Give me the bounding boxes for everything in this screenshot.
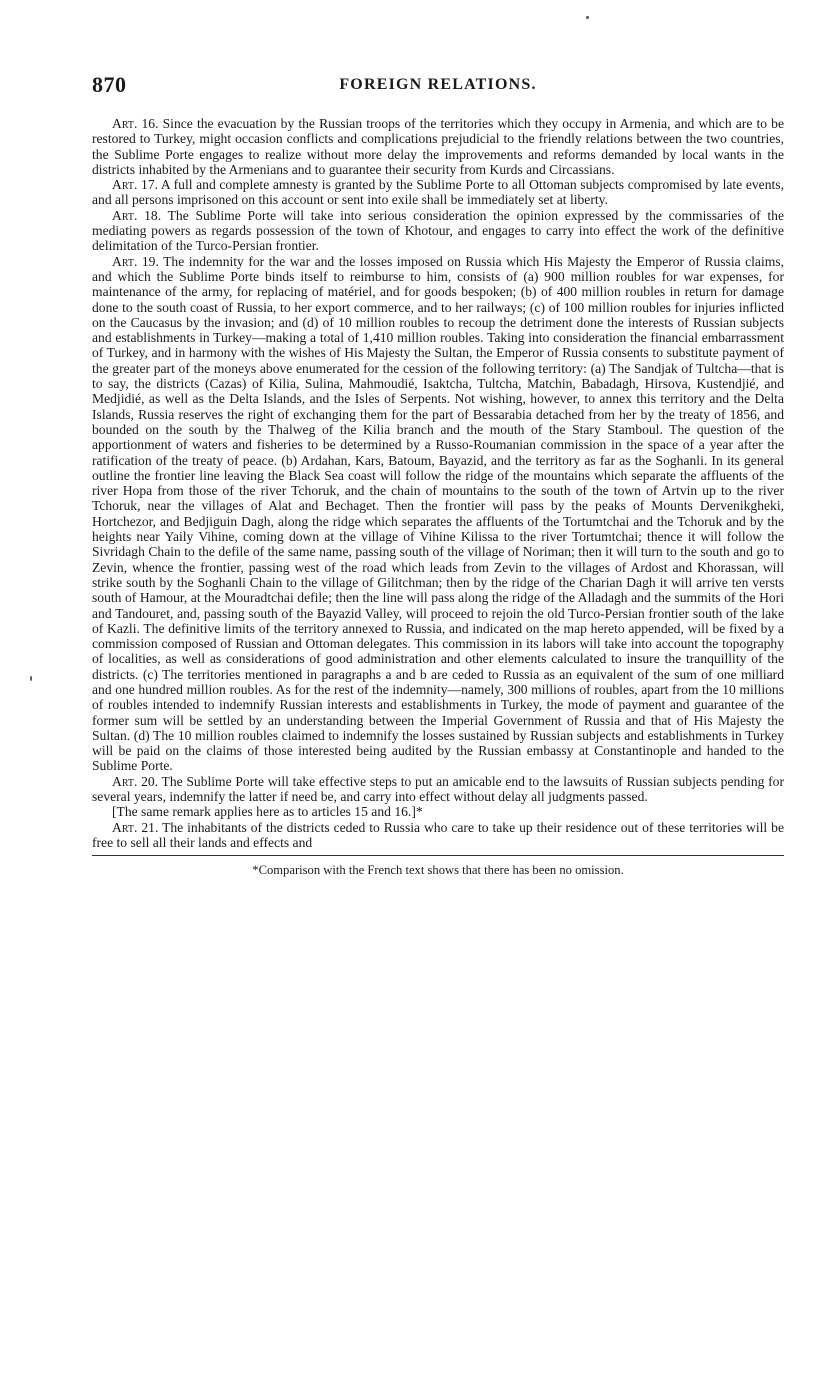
article-text: A full and complete amnesty is granted by the Sublime Porte to all Ottoman subjects compromised by late events, and all persons imprisoned on this account or sent into exile shall be immediately set at liberty. [92, 177, 784, 208]
article-17 [92, 177, 784, 208]
article-19 [92, 254, 784, 774]
document-page [92, 72, 784, 878]
article-text: The indemnity for the war and the losses imposed on Russia which His Majesty the Emperor of Russia claims, and which the Sublime Porte binds itself to reimburse to him, consists of (a) 900 million roubles for war expenses, for maintenance of the army, for replacing of matériel, and for goods bespoken; (b) of 400 million roubles in return for damage done to the south coast of Russia, to her export commerce, and to her railways; (c) of 100 million roubles for injuries inflicted on the Caucasus by the invasion; and (d) of 10 million roubles to recoup the detriment done the interests of Russian subjects and establishments in Turkey—making a total of 1,410 million roubles. Taking into consideration the financial embarrassment of Turkey, and in harmony with the wishes of His Majesty the Sultan, the Emperor of Russia consents to substitute payment of the greater part of the moneys above enumerated for the cession of the following territory: (a) The Sandjak of Tultcha—that is to say, the districts (Cazas) of Kilia, Sulina, Mahmoudié, Isaktcha, Tultcha, Matchin, Babadagh, Hirsova, Kustendjié, and Medjidié, as well as the Delta Islands, and the Isles of Serpents. Not wishing, however, to annex this territory and the Delta Islands, Russia reserves the right of exchanging them for the part of Bessarabia detached from her by the treaty of 1856, and bounded on the south by the Thalweg of the Kilia branch and the mouth of the Stary Stamboul. The question of the apportionment of waters and fisheries to be determined by a Russo-Roumanian commission in the space of a year after the ratification of the treaty of peace. (b) Ardahan, Kars, Batoum, Bayazid, and the territory as far as the Soghanli. In its general outline the frontier line leaving the Black Sea coast will follow the ridge of the mountains which separate the affluents of the river Hopa from those of the river Tchoruk, and the chain of mountains to the south of the town of Artvin up to the river Tchoruk, near the villages of Alat and Bechaget. Then the frontier will pass by the peaks of Mounts Dervenikgheki, Hortchezor, and Bedjiguin Dagh, along the ridge which separates the affluents of the Tortumtchai and the Tchoruk and by the heights near Yaily Vihine, coming down at the village of Vihine Kilissa to the river Tortumtchai; thence it will follow the Sivridagh Chain to the defile of the same name, passing south of the village of Noriman; then it will turn to the south and go to Zevin, whence the frontier, passing west of the road which leads from Zevin to the villages of Ardost and Khorassan, will strike south by the Soghanli Chain to the village of Gilitchman; then by the ridge of the Charian Dagh it will arrive ten versts south of Hamour, at the Mouradtchai defile; then the line will pass along the ridge of the Alladagh and the summits of the Hori and Tandouret, and, passing south of the Bayazid Valley, will proceed to rejoin the old Turco-Persian frontier south of the lake of Kazli. The definitive limits of the territory annexed to Russia, and indicated on the map hereto appended, will be fixed by a commission composed of Russian and Ottoman delegates. This commission in its labors will take into account the topography of localities, as well as considerations of good administration and other elements calculated to insure the tranquillity of the districts. (c) The territories mentioned in paragraphs a and b are ceded to Russia as an equivalent of the sum of one milliard and one hundred million roubles. As for the rest of the indemnity—namely, 300 millions of roubles, apart from the 10 millions of roubles intended to indemnify Russian interests and establishments in Turkey, the mode of payment and guarantee of the former sum will be settled by an understanding between the Imperial Government of Russia and that of His Majesty the Sultan. (d) The 10 million roubles claimed to indemnify the losses sustained by Russian subjects and establishments in Turkey will be paid on the claims of those interested being audited by the Russian embassy at Constantinople and handed to the Sublime Porte. [92, 253, 784, 774]
footnote-divider [92, 855, 784, 856]
scan-speck [586, 16, 589, 19]
running-title: FOREIGN RELATIONS. [339, 76, 537, 93]
article-20 [92, 774, 784, 805]
editorial-remark: [The same remark applies here as to articles 15 and 16.]* [112, 804, 423, 820]
article-21 [92, 820, 784, 851]
article-label: Art. 18. [112, 207, 162, 223]
scan-speck [30, 676, 32, 681]
article-18 [92, 208, 784, 254]
treaty-text [92, 116, 784, 850]
article-text: The inhabitants of the districts ceded to Russia who care to take up their residence out of these territories will be free to sell all their lands and effects and [92, 819, 784, 850]
footnote: *Comparison with the French text shows that there has been no omission. [252, 863, 624, 878]
article-label: Art. 17. [112, 177, 159, 193]
article-label: Art. 16. [112, 116, 159, 131]
page-number: 870 [92, 72, 127, 97]
article-label: Art. 19. [112, 253, 159, 269]
article-text: Since the evacuation by the Russian troops of the territories which they occupy in Armenia, and which are to be restored to Turkey, might occasion conflicts and complications prejudicial to the friendly relations between the two countries, the Sublime Porte engages to realize without more delay the improvements and reforms demanded by local wants in the districts inhabited by the Armenians and to guarantee their security from Kurds and Circassians. [92, 116, 784, 177]
page-header [92, 72, 784, 102]
article-text: The Sublime Porte will take into serious consideration the opinion expressed by the commissaries of the mediating powers as regards possession of the town of Khotour, and engages to carry into effect the work of the definitive delimitation of the Turco-Persian frontier. [92, 207, 785, 254]
article-text: The Sublime Porte will take effective steps to put an amicable end to the lawsuits of Russian subjects pending for several years, indemnify the latter if need be, and carry into effect without delay all judgments passed. [92, 773, 784, 805]
article-label: Art. 21. [112, 819, 159, 835]
article-label: Art. 20. [112, 773, 159, 789]
article-16 [92, 116, 784, 177]
